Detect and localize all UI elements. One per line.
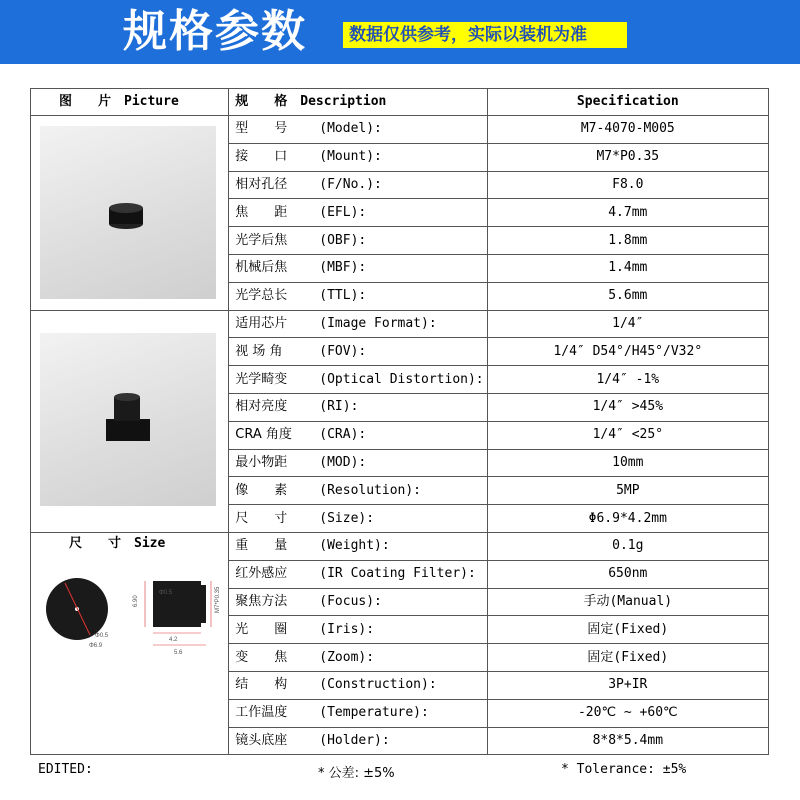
description-cell: [229, 254, 487, 282]
header-specification: Specification: [487, 89, 768, 116]
description-en: (Zoom):: [319, 649, 375, 665]
footer-tolerance-en: * Tolerance: ±5%: [561, 762, 687, 777]
description-zh: 工作温度: [235, 705, 288, 721]
specification-value: 4.7mm: [487, 199, 768, 227]
description-cell: [229, 588, 487, 616]
lens-photo-cell: [31, 116, 229, 311]
description-zh: 尺 寸: [235, 510, 288, 526]
specification-value: 8*8*5.4mm: [487, 727, 768, 755]
description-en: (Construction):: [319, 677, 437, 693]
length-label-1: 4.2: [169, 636, 178, 643]
description-en: (CRA):: [319, 427, 367, 443]
diameter-label: Φ6.9: [89, 642, 103, 649]
specification-value: 1.4mm: [487, 254, 768, 282]
description-zh: 光学总长: [235, 288, 288, 304]
description-zh: 红外感应: [235, 566, 288, 582]
specification-value: 650nm: [487, 560, 768, 588]
description-zh: 变 焦: [235, 649, 288, 665]
description-en: (MBF):: [319, 260, 367, 276]
hole-label: Φ0.5: [95, 632, 109, 639]
description-zh: 型 号: [235, 121, 288, 137]
description-en: (F/No.):: [319, 176, 382, 192]
description-zh: 光学后焦: [235, 232, 288, 248]
size-label: 尺 寸 Size: [69, 535, 166, 551]
description-cell: [229, 199, 487, 227]
description-en: (Image Format):: [319, 315, 437, 331]
specification-value: 固定(Fixed): [487, 616, 768, 644]
lens-photo-holder: [40, 333, 216, 506]
description-en: (Temperature):: [319, 705, 429, 721]
specification-value: F8.0: [487, 171, 768, 199]
description-zh: 聚焦方法: [235, 593, 288, 609]
description-cell: [229, 560, 487, 588]
disclaimer-note: 数据仅供参考，实际以装机为准: [343, 22, 627, 48]
description-cell: [229, 477, 487, 505]
description-zh: 最小物距: [235, 454, 288, 470]
specification-value: 1/4″ D54°/H45°/V32°: [487, 338, 768, 366]
description-en: (Resolution):: [319, 482, 422, 498]
description-cell: [229, 338, 487, 366]
description-en: (EFL):: [319, 204, 367, 220]
description-cell: [229, 449, 487, 477]
length-label-2: 5.6: [174, 649, 183, 656]
description-en: (Model):: [319, 121, 382, 137]
dimension-drawing: [35, 561, 225, 661]
description-cell: [229, 116, 487, 144]
description-zh: CRA 角度: [235, 427, 292, 443]
description-zh: 光 圈: [235, 621, 288, 637]
lens-holder-photo-cell: [31, 310, 229, 532]
description-zh: 相对亮度: [235, 399, 288, 415]
description-cell: [229, 282, 487, 310]
description-cell: [229, 644, 487, 672]
header-banner: [0, 0, 800, 64]
description-zh: 适用芯片: [235, 315, 288, 331]
hole-label-2: Φ0.5: [159, 589, 173, 596]
description-en: (Focus):: [319, 593, 382, 609]
thread-label: M7*P0.35: [215, 586, 221, 613]
page-title: 规格参数: [123, 6, 307, 57]
description-cell: [229, 505, 487, 533]
description-cell: [229, 532, 487, 560]
description-cell: [229, 727, 487, 755]
description-cell: [229, 671, 487, 699]
specification-value: 1/4″ >45%: [487, 393, 768, 421]
description-cell: [229, 393, 487, 421]
description-zh: 像 素: [235, 482, 288, 498]
description-cell: [229, 421, 487, 449]
specification-value: M7-4070-M005: [487, 116, 768, 144]
description-zh: 重 量: [235, 538, 288, 554]
description-cell: [229, 143, 487, 171]
description-en: (Mount):: [319, 149, 382, 165]
lens-photo-top: [40, 126, 216, 299]
description-zh: 光学畸变: [235, 371, 288, 387]
description-en: (Iris):: [319, 621, 375, 637]
description-cell: [229, 699, 487, 727]
footer-edited: EDITED:: [38, 762, 93, 777]
description-cell: [229, 616, 487, 644]
specification-value: 1/4″ -1%: [487, 366, 768, 394]
table-row: [31, 532, 769, 560]
description-zh: 接 口: [235, 149, 288, 165]
table-row: [31, 310, 769, 338]
description-zh: 机械后焦: [235, 260, 288, 276]
table-header-row: [31, 89, 769, 116]
description-en: (OBF):: [319, 232, 367, 248]
footer-tolerance-zh: * 公差: ±5%: [318, 766, 395, 781]
description-en: (Optical Distortion):: [319, 371, 484, 387]
specification-value: 手动(Manual): [487, 588, 768, 616]
specification-value: 1.8mm: [487, 227, 768, 255]
height-label: 6.90: [133, 595, 139, 607]
description-en: (FOV):: [319, 343, 367, 359]
description-en: (Size):: [319, 510, 375, 526]
specification-value: 0.1g: [487, 532, 768, 560]
description-en: (Holder):: [319, 732, 390, 748]
header-picture: 图 片 Picture: [31, 89, 229, 116]
size-drawing-cell: [31, 532, 229, 754]
description-en: (Weight):: [319, 538, 390, 554]
description-en: (MOD):: [319, 454, 367, 470]
description-en: (IR Coating Filter):: [319, 566, 476, 582]
description-cell: [229, 310, 487, 338]
specification-value: Φ6.9*4.2mm: [487, 505, 768, 533]
spec-table: [30, 88, 769, 755]
specification-value: 1/4″ <25°: [487, 421, 768, 449]
description-zh: 焦 距: [235, 204, 288, 220]
specification-value: 10mm: [487, 449, 768, 477]
specification-value: 5.6mm: [487, 282, 768, 310]
specification-value: 3P+IR: [487, 671, 768, 699]
description-en: (TTL):: [319, 288, 367, 304]
description-cell: [229, 366, 487, 394]
description-zh: 相对孔径: [235, 176, 288, 192]
description-zh: 镜头底座: [235, 732, 288, 748]
header-description: 规 格 Description: [229, 89, 487, 116]
description-en: (RI):: [319, 399, 359, 415]
specification-value: M7*P0.35: [487, 143, 768, 171]
specification-value: 1/4″: [487, 310, 768, 338]
table-row: [31, 116, 769, 144]
description-zh: 视 场 角: [235, 343, 283, 359]
description-cell: [229, 171, 487, 199]
description-cell: [229, 227, 487, 255]
description-zh: 结 构: [235, 677, 288, 693]
specification-value: 固定(Fixed): [487, 644, 768, 672]
specification-value: 5MP: [487, 477, 768, 505]
specification-value: -20℃ ~ +60℃: [487, 699, 768, 727]
